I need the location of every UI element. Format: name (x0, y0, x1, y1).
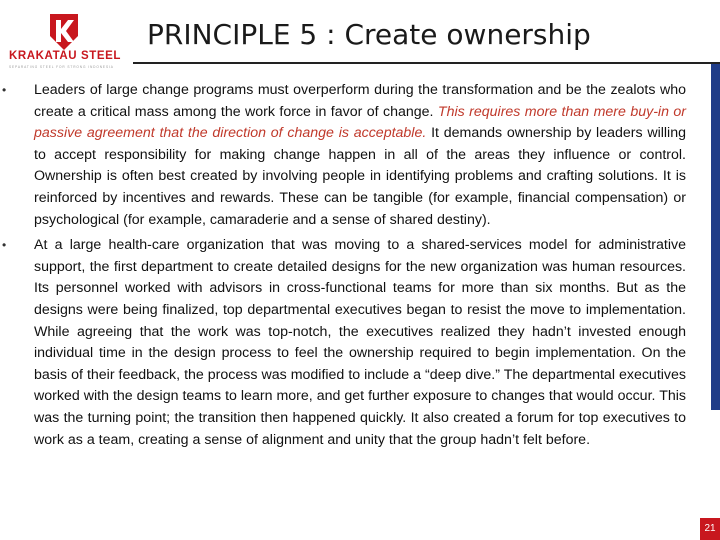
company-logo (6, 12, 124, 70)
bullet-2-text: At a large health-care organization that was moving to a shared-services model for administrative support, the first department to create detailed designs for the new organization was human resources. Its personnel worked with advisors in cross-functional teams for more than six months. But as the designs were being finalized, top departmental executives began to resist the move to implementation. While agreeing that the work was top-notch, the executives realized they hadn’t invested enough individual time in the design process to feel the ownership required to begin implementation. On the basis of their feedback, the process was modified to include a “deep dive.” The departmental executives worked with the design teams to learn more, and get further exposure to changes that would occur. This was the turning point; the transition then happened quickly. It also created a forum for top executives to work as a team, creating a sense of alignment and unity that the group hadn’t felt before. (34, 237, 686, 448)
bullet-1-text-continued: It demands ownership by leaders willing to accept responsibility for making change happen in all of the areas they influence or control. Ownership is often best created by involving people in identifying problems and crafting solutions. It is reinforced by incentives and rewards. These can be tangible (for example, financial compensation) or psychological (for example, camaraderie and a sense of shared destiny). (34, 125, 686, 228)
slide-title: PRINCIPLE 5 : Create ownership (147, 18, 591, 51)
title-divider (133, 62, 720, 64)
krakatau-steel-logo-icon (46, 12, 82, 52)
page-number: 21 (700, 518, 720, 540)
accent-bar (711, 64, 720, 410)
bullet-1-text: Leaders of large change programs must overperform during the transformation and be the zealots who create a critical mass among the work force in favor of change. (34, 82, 686, 120)
bullet-list (2, 80, 686, 455)
bullet-1-emphasis: This requires more than mere buy-in or passive agreement that the direction of change is acceptable. (34, 103, 686, 142)
bullet-dot-icon: • (2, 83, 7, 97)
company-name: KRAKATAU STEEL (8, 50, 122, 62)
bullet-item-1 (2, 80, 686, 231)
bullet-dot-icon: • (2, 238, 7, 253)
bullet-item-2 (2, 235, 686, 451)
company-tagline: SEPARATING STEEL FOR STRONG INDONESIA (9, 65, 114, 69)
